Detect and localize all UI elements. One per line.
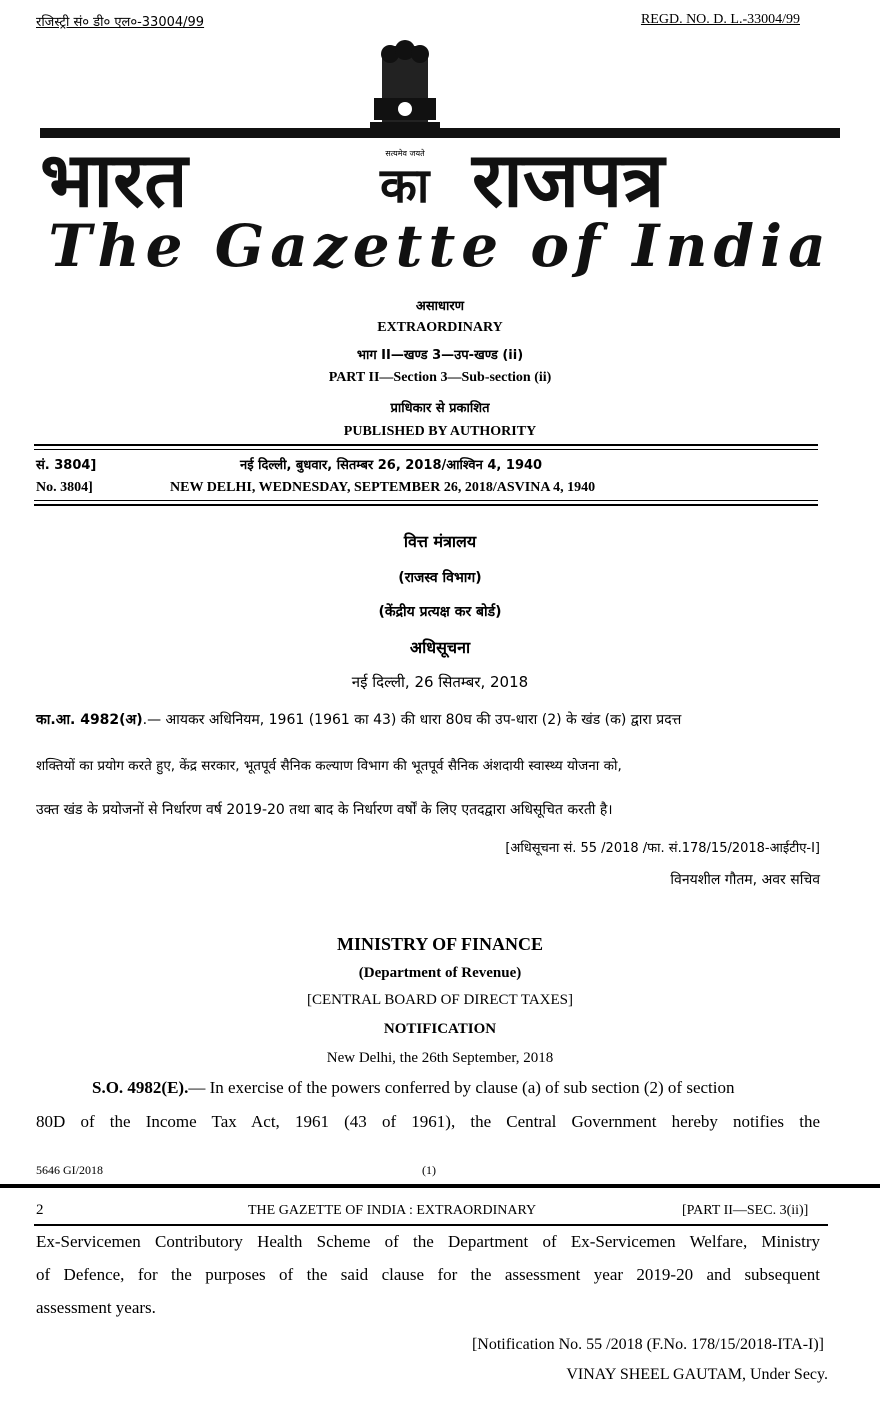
page2-part-ref: [PART II—SEC. 3(ii)] [682, 1203, 809, 1218]
english-date: New Delhi, the 26th September, 2018 [326, 1050, 554, 1066]
hindi-date: नई दिल्ली, 26 सितम्बर, 2018 [351, 673, 529, 691]
page2-para-line-3: assessment years. [36, 1298, 156, 1317]
page2-signatory: VINAY SHEEL GAUTAM, Under Secy. [566, 1366, 828, 1383]
divider-mid [34, 504, 818, 506]
hindi-para-line-1 [36, 710, 826, 729]
divider-top-thin [34, 449, 818, 450]
motto-text: सत्यमेव जयते [385, 149, 425, 158]
divider-top [34, 444, 818, 446]
masthead-bharat: भारत [40, 135, 188, 220]
hindi-ministry: वित्त मंत्रालय [403, 532, 477, 551]
published-label: PUBLISHED BY AUTHORITY [343, 424, 537, 439]
page2-reference: [Notification No. 55 /2018 (F.No. 178/15/2018-ITA-I)] [471, 1336, 824, 1353]
part-english-label: PART II—Section 3—Sub-section (ii) [328, 370, 552, 385]
english-ministry: MINISTRY OF FINANCE [336, 934, 544, 954]
english-heading: NOTIFICATION [383, 1021, 497, 1037]
regd-number-hindi: रजिस्ट्री सं० डी० एल०-33004/99 [36, 15, 205, 30]
hindi-department: (राजस्व विभाग) [398, 570, 482, 586]
hindi-heading: अधिसूचना [409, 638, 471, 657]
english-para-text-1: — In exercise of the powers conferred by clause (a) of sub section (2) of section [188, 1078, 735, 1097]
masthead-rajpatra: राजपत्र [472, 135, 665, 220]
english-para-line-1 [92, 1078, 735, 1098]
hindi-reference: [अधिसूचना सं. 55 /2018 /फा. सं.178/15/2018-आईटीए-I] [505, 841, 820, 856]
asadharan-label: असाधारण [415, 299, 465, 314]
masthead-english [40, 210, 840, 280]
page2-header-rule [34, 1224, 828, 1226]
page2-para-line-2: of Defence, for the purposes of the said clause for the assessment year 2019-20 and subsequent [36, 1265, 820, 1284]
footer-page-number: (1) [422, 1163, 436, 1177]
page2-running-title: THE GAZETTE OF INDIA : EXTRAORDINARY [248, 1203, 537, 1218]
issue-number-english: No. 3804] [36, 480, 93, 495]
hindi-para-text-1: .— आयकर अधिनियम, 1961 (1961 का 43) की धारा 80घ की उप-धारा (2) के खंड (क) द्वारा प्रदत्त [142, 712, 682, 728]
footer-code: 5646 GI/2018 [36, 1163, 103, 1177]
issue-date-english: NEW DELHI, WEDNESDAY, SEPTEMBER 26, 2018/ASVINA 4, 1940 [170, 480, 596, 495]
english-so-number: S.O. 4982(E). [92, 1078, 189, 1097]
hindi-so-number: का.आ. 4982(अ) [36, 712, 143, 728]
issue-date-hindi: नई दिल्ली, बुधवार, सितम्बर 26, 2018/आश्विन 4, 1940 [240, 458, 543, 473]
issue-number-hindi: सं. 3804] [36, 458, 97, 473]
part-hindi-label: भाग II—खण्ड 3—उप-खण्ड (ii) [356, 348, 524, 363]
hindi-board: (केंद्रीय प्रत्यक्ष कर बोर्ड) [378, 604, 502, 620]
regd-number-english: REGD. NO. D. L.-33004/99 [640, 12, 800, 27]
page2-para-line-1: Ex-Servicemen Contributory Health Scheme of the Department of Ex-Servicemen Welfare, Ministry [36, 1232, 820, 1251]
hindi-signatory: विनयशील गौतम, अवर सचिव [670, 872, 820, 888]
english-board: [CENTRAL BOARD OF DIRECT TAXES] [306, 992, 574, 1008]
hindi-para-line-3: उक्त खंड के प्रयोजनों से निर्धारण वर्ष 2019-20 तथा बाद के निर्धारण वर्षों के लिए एतदद्वारा अधिसूचित करती है। [36, 802, 613, 818]
pradhikar-label: प्राधिकार से प्रकाशित [390, 401, 490, 416]
english-department: (Department of Revenue) [358, 965, 522, 981]
masthead-gazette-of-india: The Gazette of India [48, 212, 832, 280]
masthead-ka: का [380, 158, 430, 214]
divider-mid-thin [34, 500, 818, 501]
hindi-para-line-2: शक्तियों का प्रयोग करते हुए, केंद्र सरकार, भूतपूर्व सैनिक कल्याण विभाग की भूतपूर्व सैनिक अंशदायी स्वास्थ्य योजना को, [36, 758, 622, 774]
extraordinary-label: EXTRAORDINARY [377, 320, 503, 335]
page2-number: 2 [36, 1202, 44, 1218]
english-para-line-2: 80D of the Income Tax Act, 1961 (43 of 1961), the Central Government hereby notifies the [36, 1112, 820, 1131]
masthead-hindi [40, 110, 840, 220]
page-separator [0, 1184, 880, 1188]
